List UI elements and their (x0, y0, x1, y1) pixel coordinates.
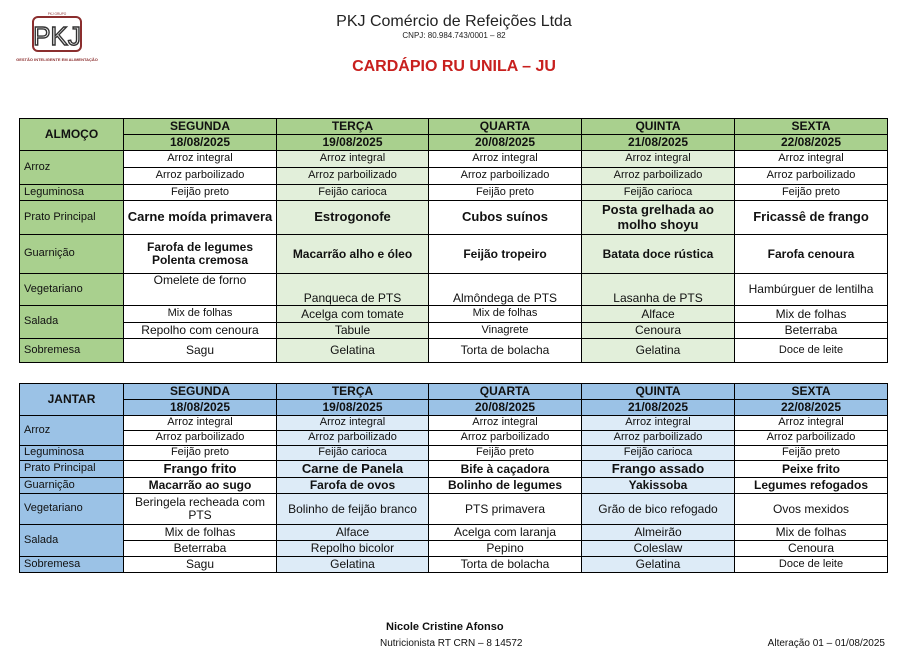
category-label: Sobremesa (20, 339, 124, 363)
menu-cell: Arroz parboilizado (582, 431, 735, 446)
lunch-menu-table (19, 118, 888, 363)
category-label: Leguminosa (20, 185, 124, 201)
day-header: QUINTA (582, 384, 735, 400)
menu-cell: Farofa de ovos (277, 478, 429, 494)
menu-cell: Arroz integral (277, 151, 429, 168)
date-header: 21/08/2025 (582, 400, 735, 416)
menu-cell: Bolinho de feijão branco (277, 494, 429, 525)
menu-cell: Estrogonofe (277, 201, 429, 235)
menu-cell: Gelatina (582, 339, 735, 363)
menu-cell: Arroz parboilizado (429, 168, 582, 185)
menu-cell: Mix de folhas (124, 525, 277, 541)
day-header: SEGUNDA (124, 119, 277, 135)
menu-cell: Macarrão ao sugo (124, 478, 277, 494)
menu-cell: Feijão preto (429, 185, 582, 201)
menu-cell: Torta de bolacha (429, 339, 582, 363)
menu-cell: Panqueca de PTS (277, 274, 429, 306)
category-label: Sobremesa (20, 557, 124, 573)
menu-cell: Almeirão (582, 525, 735, 541)
meal-label: JANTAR (20, 384, 124, 416)
menu-cell: Mix de folhas (429, 306, 582, 323)
day-header: TERÇA (277, 384, 429, 400)
menu-cell: Feijão carioca (277, 446, 429, 461)
menu-cell: Carne de Panela (277, 461, 429, 478)
menu-cell: Sagu (124, 557, 277, 573)
date-header: 21/08/2025 (582, 135, 735, 151)
date-header: 22/08/2025 (735, 400, 888, 416)
menu-cell: Bife à caçadora (429, 461, 582, 478)
menu-cell: Feijão preto (429, 446, 582, 461)
menu-cell: Macarrão alho e óleo (277, 235, 429, 274)
menu-cell: Alface (582, 306, 735, 323)
menu-cell: Vinagrete (429, 323, 582, 339)
menu-cell: Cenoura (735, 541, 888, 557)
menu-cell: Lasanha de PTS (582, 274, 735, 306)
menu-cell: Omelete de forno (124, 274, 277, 306)
meal-label: ALMOÇO (20, 119, 124, 151)
menu-cell: Gelatina (277, 339, 429, 363)
svg-text:PKJ GRUPO: PKJ GRUPO (47, 12, 67, 16)
menu-title: CARDÁPIO RU UNILA – JU (352, 58, 556, 75)
menu-cell: Coleslaw (582, 541, 735, 557)
menu-cell: Peixe frito (735, 461, 888, 478)
date-header: 20/08/2025 (429, 400, 582, 416)
category-label: Prato Principal (20, 461, 124, 478)
menu-cell: Frango assado (582, 461, 735, 478)
menu-cell: Posta grelhada ao molho shoyu (582, 201, 735, 235)
menu-cell: Gelatina (582, 557, 735, 573)
company-name: PKJ Comércio de Refeições Ltda (336, 13, 572, 30)
menu-cell: Arroz integral (429, 151, 582, 168)
menu-cell: Ovos mexidos (735, 494, 888, 525)
menu-cell: Alface (277, 525, 429, 541)
menu-cell: Arroz integral (582, 151, 735, 168)
menu-cell: Feijão preto (124, 446, 277, 461)
menu-cell: Arroz parboilizado (277, 431, 429, 446)
day-header: QUINTA (582, 119, 735, 135)
menu-cell: Beringela recheada com PTS (124, 494, 277, 525)
menu-cell: Arroz integral (735, 416, 888, 431)
menu-cell: Arroz parboilizado (277, 168, 429, 185)
menu-cell: Repolho com cenoura (124, 323, 277, 339)
menu-cell: Tabule (277, 323, 429, 339)
svg-text:GESTÃO INTELIGENTE EM ALIMENTA: GESTÃO INTELIGENTE EM ALIMENTAÇÃO (16, 57, 98, 62)
menu-cell: Legumes refogados (735, 478, 888, 494)
category-label: Vegetariano (20, 494, 124, 525)
day-header: SEXTA (735, 119, 888, 135)
day-header: SEGUNDA (124, 384, 277, 400)
menu-cell: Feijão carioca (277, 185, 429, 201)
menu-cell: Hambúrguer de lentilha (735, 274, 888, 306)
menu-cell: Arroz parboilizado (735, 431, 888, 446)
dinner-menu-table (19, 383, 888, 573)
date-header: 19/08/2025 (277, 135, 429, 151)
menu-cell: Mix de folhas (735, 306, 888, 323)
menu-cell: Arroz integral (277, 416, 429, 431)
menu-cell: Mix de folhas (124, 306, 277, 323)
menu-cell: Doce de leite (735, 339, 888, 363)
menu-cell: Arroz parboilizado (582, 168, 735, 185)
menu-cell: Arroz integral (429, 416, 582, 431)
category-label: Arroz (20, 151, 124, 185)
category-label: Salada (20, 306, 124, 339)
category-label: Guarnição (20, 235, 124, 274)
menu-cell: Arroz integral (735, 151, 888, 168)
menu-cell: Arroz parboilizado (124, 168, 277, 185)
day-header: QUARTA (429, 119, 582, 135)
menu-cell: Beterraba (124, 541, 277, 557)
menu-cell: Farofa cenoura (735, 235, 888, 274)
category-label: Vegetariano (20, 274, 124, 306)
menu-cell: Doce de leite (735, 557, 888, 573)
menu-cell: Repolho bicolor (277, 541, 429, 557)
menu-cell: Frango frito (124, 461, 277, 478)
day-header: SEXTA (735, 384, 888, 400)
menu-cell: Acelga com tomate (277, 306, 429, 323)
menu-cell: Arroz parboilizado (429, 431, 582, 446)
date-header: 19/08/2025 (277, 400, 429, 416)
menu-cell: Batata doce rústica (582, 235, 735, 274)
menu-cell: Torta de bolacha (429, 557, 582, 573)
svg-text:PKJ: PKJ (33, 21, 81, 51)
menu-cell: Feijão preto (735, 185, 888, 201)
menu-cell: Arroz integral (124, 416, 277, 431)
nutritionist-role: Nutricionista RT CRN – 8 14572 (380, 638, 523, 649)
revision-note: Alteração 01 – 01/08/2025 (767, 638, 885, 649)
category-label: Salada (20, 525, 124, 557)
menu-cell: Beterraba (735, 323, 888, 339)
menu-cell: Arroz integral (582, 416, 735, 431)
date-header: 18/08/2025 (124, 400, 277, 416)
category-label: Prato Principal (20, 201, 124, 235)
day-header: QUARTA (429, 384, 582, 400)
company-cnpj: CNPJ: 80.984.743/0001 – 82 (402, 31, 506, 40)
menu-cell: Cenoura (582, 323, 735, 339)
menu-cell: Cubos suínos (429, 201, 582, 235)
menu-cell: Arroz parboilizado (735, 168, 888, 185)
menu-cell: Fricassê de frango (735, 201, 888, 235)
menu-cell: Yakissoba (582, 478, 735, 494)
menu-cell: Feijão carioca (582, 446, 735, 461)
menu-cell: Sagu (124, 339, 277, 363)
menu-cell: Almôndega de PTS (429, 274, 582, 306)
menu-cell: Feijão carioca (582, 185, 735, 201)
menu-cell: Arroz integral (124, 151, 277, 168)
menu-cell: PTS primavera (429, 494, 582, 525)
menu-cell: Feijão preto (124, 185, 277, 201)
date-header: 20/08/2025 (429, 135, 582, 151)
menu-cell: Farofa de legumes Polenta cremosa (124, 235, 277, 274)
menu-cell: Carne moída primavera (124, 201, 277, 235)
category-label: Arroz (20, 416, 124, 446)
menu-cell: Feijão preto (735, 446, 888, 461)
menu-cell: Feijão tropeiro (429, 235, 582, 274)
menu-cell: Grão de bico refogado (582, 494, 735, 525)
nutritionist-name: Nicole Cristine Afonso (386, 621, 504, 633)
day-header: TERÇA (277, 119, 429, 135)
category-label: Leguminosa (20, 446, 124, 461)
menu-cell: Gelatina (277, 557, 429, 573)
menu-cell: Bolinho de legumes (429, 478, 582, 494)
date-header: 18/08/2025 (124, 135, 277, 151)
menu-cell: Arroz parboilizado (124, 431, 277, 446)
category-label: Guarnição (20, 478, 124, 494)
menu-cell: Acelga com laranja (429, 525, 582, 541)
menu-cell: Pepino (429, 541, 582, 557)
date-header: 22/08/2025 (735, 135, 888, 151)
menu-cell: Mix de folhas (735, 525, 888, 541)
